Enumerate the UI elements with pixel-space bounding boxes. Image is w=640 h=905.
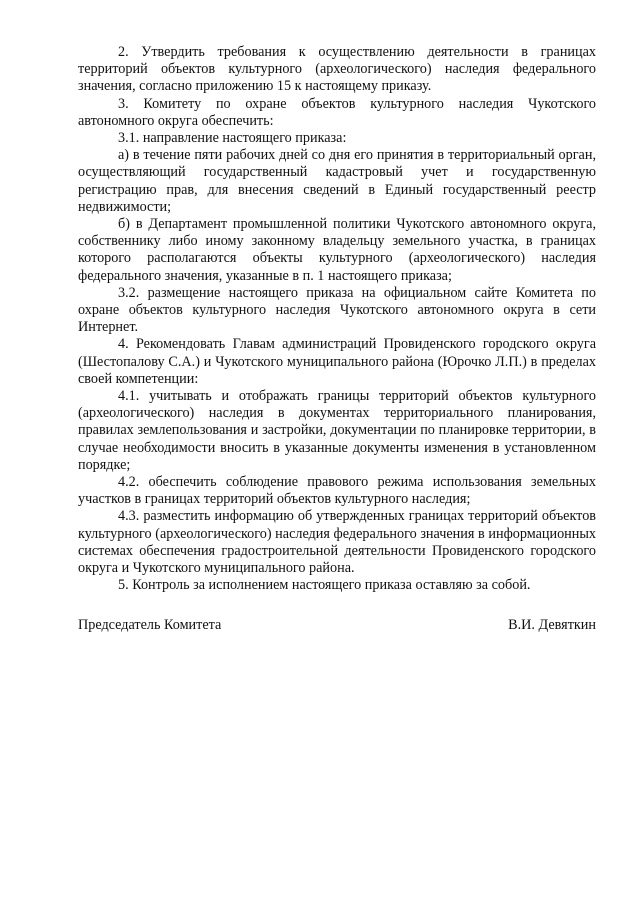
document-body [78,44,596,595]
paragraph-subitem-b: б) в Департамент промышленной политики Чукотского автономного округа, собственнику либо иному законному владельцу земельного участка, в границах которого располагаются объекты культурного (археологического) наследия федерального значения, указанные в п. 1 настоящего приказа; [78,216,596,284]
paragraph-item-3-2: 3.2. размещение настоящего приказа на официальном сайте Комитета по охране объектов культурного наследия Чукотского автономного округа в сети Интернет. [78,284,596,336]
paragraph-subitem-a: а) в течение пяти рабочих дней со дня его принятия в территориальный орган, осуществляющий государственный кадастровый учет и государственную регистрацию прав, для внесения сведений в Единый государственный реестр недвижимости; [78,147,596,215]
paragraph-item-4-1: 4.1. учитывать и отображать границы территорий объектов культурного (археологического) наследия в документах территориального планирования, правилах землепользования и застройки, документации по планировке территории, в случае необходимости вносить в указанные документы изменения в установленном порядке; [78,388,596,473]
paragraph-item-4-2: 4.2. обеспечить соблюдение правового режима использования земельных участков в границах территорий объектов культурного наследия; [78,474,596,508]
paragraph-item-5: 5. Контроль за исполнением настоящего приказа оставляю за собой. [118,577,531,594]
paragraph-item-4-3: 4.3. разместить информацию об утвержденных границах территорий объектов культурного (археологического) наследия федерального значения в информационных системах обеспечения градостроительной деятельности Провиденского городского округа и Чукотского муниципального района. [78,508,596,577]
signatory-name: В.И. Девяткин [508,617,596,633]
paragraph-item-3: 3. Комитету по охране объектов культурного наследия Чукотского автономного округа обеспечить: [78,95,596,129]
signature-block [78,617,596,634]
paragraph-item-3-1: 3.1. направление настоящего приказа: [118,130,347,147]
paragraph-item-2: 2. Утвердить требования к осуществлению деятельности в границах территорий объектов культурного (археологического) наследия федерального значения, согласно приложению 15 к настоящему приказу. [78,44,596,95]
signatory-position: Председатель Комитета [78,617,222,633]
paragraph-item-4: 4. Рекомендовать Главам администраций Провиденского городского округа (Шестопалову С.А.) и Чукотского муниципального района (Юрочко Л.П.) в пределах своей компетенции: [78,336,596,387]
